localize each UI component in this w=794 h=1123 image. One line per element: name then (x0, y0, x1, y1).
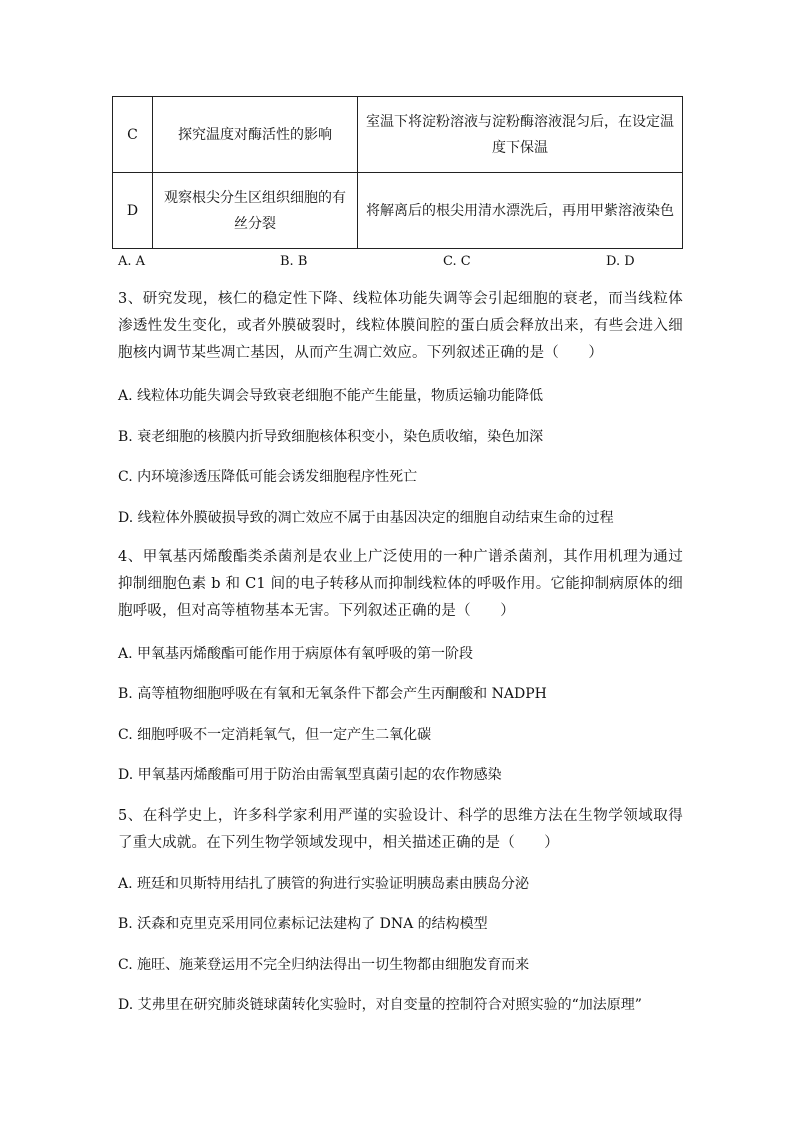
row-label: C (113, 97, 153, 173)
answer-option-a: A. A (118, 254, 146, 269)
question-4-option-d: D. 甲氧基丙烯酸酯可用于防治由需氧型真菌引起的农作物感染 (118, 767, 502, 783)
question-4-option-b: B. 高等植物细胞呼吸在有氧和无氧条件下都会产生丙酮酸和 NADPH (118, 686, 547, 702)
question-5-stem: 5、在科学史上，许多科学家利用严谨的实验设计、科学的思维方法在生物学领域取得了重大成就。在下列生物学领域发现中，相关描述正确的是（ ） (118, 808, 683, 851)
question-5-option-d: D. 艾弗里在研究肺炎链球菌转化实验时，对自变量的控制符合对照实验的“加法原理” (118, 997, 642, 1013)
question-4-stem: 4、甲氧基丙烯酸酯类杀菌剂是农业上广泛使用的一种广谱杀菌剂，其作用机理为通过抑制细胞色素 b 和 C1 间的电子转移从而抑制线粒体的呼吸作用。它能抑制病原体的细胞呼吸，但对高等植物基本无害。下列叙述正确的是（ ） (118, 549, 683, 619)
question-3-stem: 3、研究发现，核仁的稳定性下降、线粒体功能失调等会引起细胞的衰老，而当线粒体渗透性发生变化，或者外膜破裂时，线粒体膜间腔的蛋白质会释放出来，有些会进入细胞核内调节某些凋亡基因，从而产生凋亡效应。下列叙述正确的是（ ） (118, 291, 683, 361)
question-4-option-c: C. 细胞呼吸不一定消耗氧气，但一定产生二氧化碳 (118, 727, 432, 743)
question-5-option-a: A. 班廷和贝斯特用结扎了胰管的狗进行实验证明胰岛素由胰岛分泌 (118, 876, 530, 892)
question-3-option-d: D. 线粒体外膜破损导致的凋亡效应不属于由基因决定的细胞自动结束生命的过程 (118, 510, 614, 526)
question-4-option-a: A. 甲氧基丙烯酸酯可能作用于病原体有氧呼吸的第一阶段 (118, 646, 474, 662)
experiment-name: 探究温度对酶活性的影响 (153, 97, 358, 173)
question-5-option-b: B. 沃森和克里克采用同位素标记法建构了 DNA 的结构模型 (118, 916, 488, 932)
experiment-procedure: 将解离后的根尖用清水漂洗后，再用甲紫溶液染色 (358, 173, 683, 249)
experiment-table (112, 96, 683, 249)
question-3-option-c: C. 内环境渗透压降低可能会诱发细胞程序性死亡 (118, 469, 418, 485)
answer-option-d: D. D (606, 254, 635, 269)
table-row (113, 173, 683, 249)
experiment-procedure: 室温下将淀粉溶液与淀粉酶溶液混匀后，在设定温度下保温 (358, 97, 683, 173)
answer-option-c: C. C (443, 254, 471, 269)
question-3-option-a: A. 线粒体功能失调会导致衰老细胞不能产生能量，物质运输功能降低 (118, 388, 544, 404)
answer-choices (118, 254, 658, 274)
question-5-option-c: C. 施旺、施莱登运用不完全归纳法得出一切生物都由细胞发育而来 (118, 957, 530, 973)
row-label: D (113, 173, 153, 249)
table-row (113, 97, 683, 173)
question-3-option-b: B. 衰老细胞的核膜内折导致细胞核体积变小，染色质收缩，染色加深 (118, 429, 544, 445)
experiment-name: 观察根尖分生区组织细胞的有丝分裂 (153, 173, 358, 249)
answer-option-b: B. B (280, 254, 308, 269)
